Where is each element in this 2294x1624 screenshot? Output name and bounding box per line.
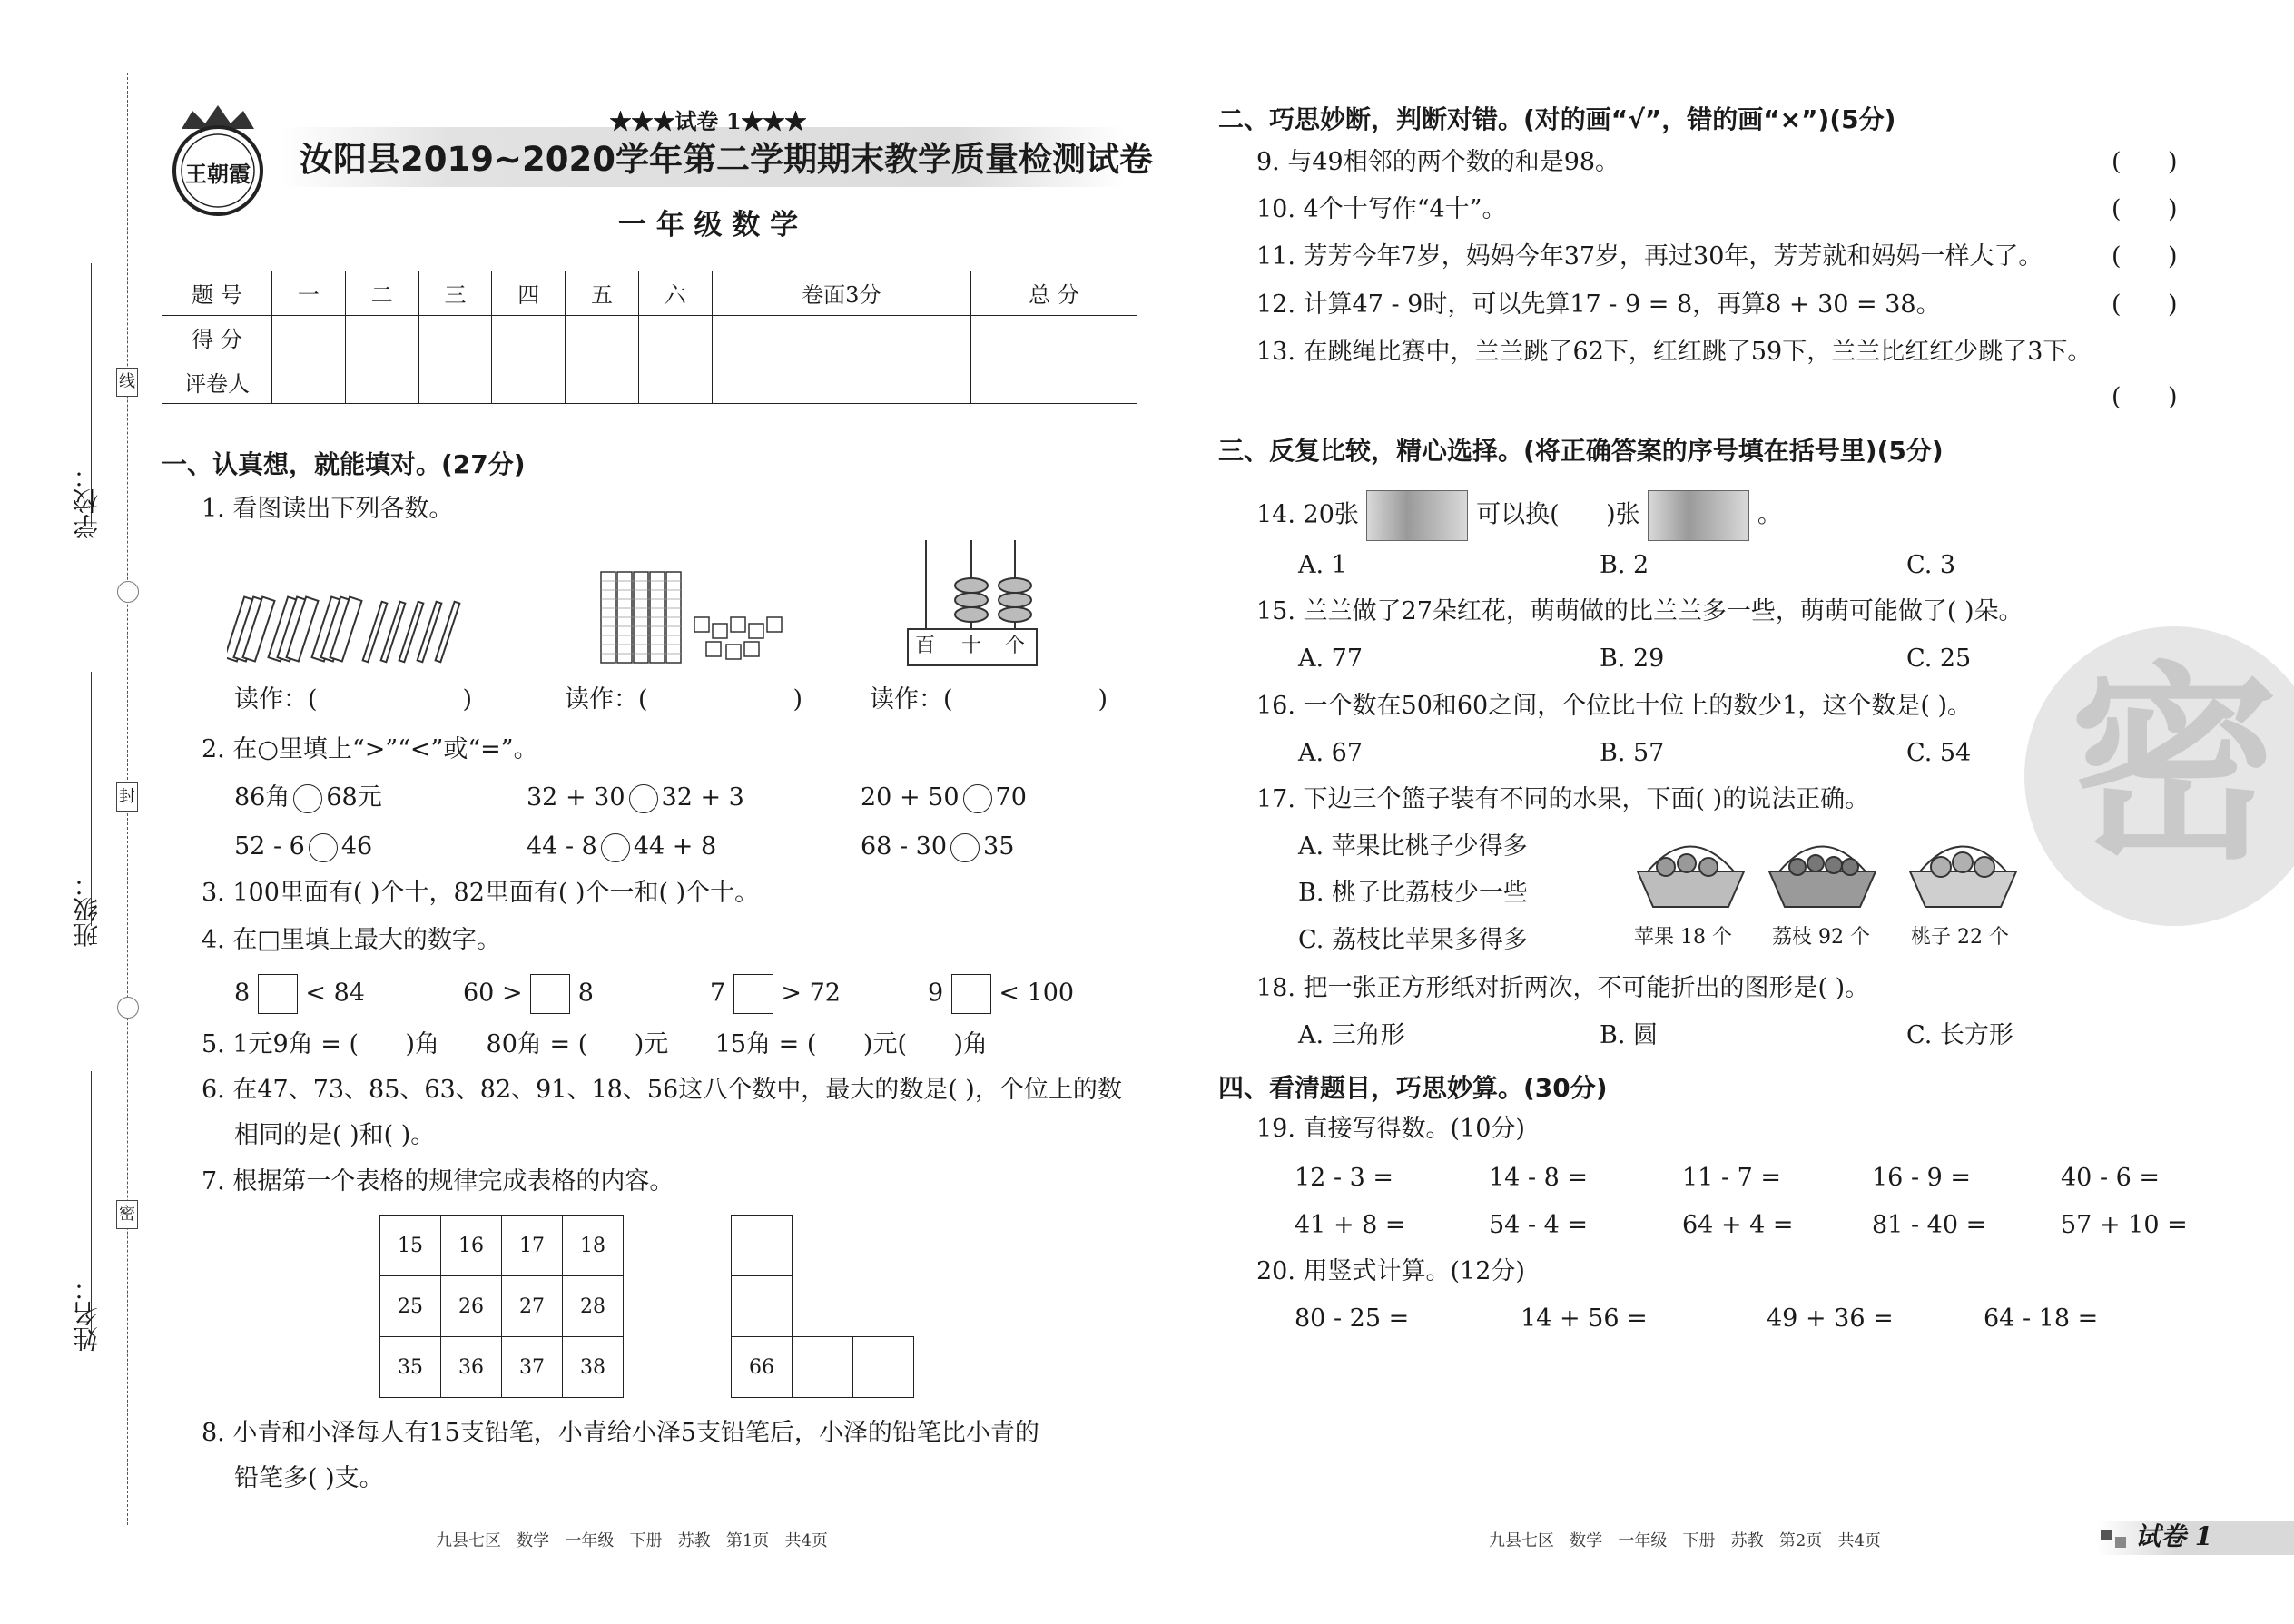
pattern-table-1 (379, 1215, 624, 1398)
abacus-figure (906, 540, 1042, 667)
q7-text: 7. 根据第一个表格的规律完成表格的内容。 (202, 1167, 674, 1196)
mental-calc: 11 - 7 = (1682, 1164, 1782, 1192)
binding-mark-seal: 封 (116, 782, 138, 812)
mental-calc: 57 + 10 = (2061, 1211, 2188, 1239)
judge-item-13: 13. 在跳绳比赛中，兰兰跳了62下，红红跳了59下，兰兰比红红少跳了3下。 (1256, 338, 2092, 366)
digit-box[interactable] (733, 974, 773, 1014)
answer-cell[interactable] (732, 1276, 793, 1337)
mental-calc: 54 - 4 = (1489, 1211, 1589, 1239)
vertical-calc: 49 + 36 = (1767, 1304, 1894, 1333)
footer-left: 九县七区 数学 一年级 下册 苏教 第1页 共4页 (436, 1531, 828, 1550)
digit-item: 9 < 100 (928, 974, 1074, 1014)
grader-cell[interactable] (492, 359, 566, 404)
answer-cell[interactable] (853, 1337, 914, 1398)
score-row-label: 得 分 (162, 315, 272, 359)
pattern-cell-given: 66 (732, 1337, 793, 1398)
read-close: ) (462, 685, 473, 714)
basket-apple-icon (1634, 831, 1748, 916)
option[interactable]: C. 荔枝比苹果多得多 (1298, 926, 1528, 954)
part2-heading: 二、巧思妙断，判断对错。(对的画“√”，错的画“×”)(5分) (1218, 104, 1896, 134)
binding-hole-1 (117, 581, 139, 603)
option[interactable]: C. 54 (1906, 739, 1972, 767)
grader-cell[interactable] (418, 359, 492, 404)
mental-calc: 14 - 8 = (1489, 1164, 1589, 1192)
option[interactable]: B. 桃子比荔枝少一些 (1298, 879, 1529, 907)
judge-bracket[interactable]: ( ) (2112, 383, 2178, 411)
compare-circle[interactable] (293, 784, 322, 813)
pattern-cell: 27 (502, 1276, 563, 1337)
pattern-cell: 28 (563, 1276, 624, 1337)
mental-calc: 81 - 40 = (1872, 1211, 1987, 1239)
judge-bracket[interactable]: ( ) (2112, 148, 2178, 176)
judge-item-9: 9. 与49相邻的两个数的和是98。 (1256, 148, 1620, 176)
option[interactable]: C. 长方形 (1906, 1021, 2013, 1049)
option[interactable]: B. 2 (1600, 551, 1649, 579)
option[interactable]: B. 57 (1600, 739, 1665, 767)
pattern-cell: 36 (441, 1337, 502, 1398)
digit-box[interactable] (258, 974, 298, 1014)
option[interactable]: A. 三角形 (1298, 1021, 1405, 1049)
compare-circle[interactable] (963, 784, 992, 813)
vertical-calc: 80 - 25 = (1295, 1304, 1410, 1333)
q4-text: 4. 在□里填上最大的数字。 (202, 926, 501, 954)
abacus-label-hundreds: 百 (915, 635, 936, 657)
binding-mark-secret: 密 (116, 1200, 138, 1229)
compare-item: 20 + 50 70 (861, 783, 1027, 812)
score-col: 二 (345, 271, 418, 316)
option[interactable]: B. 29 (1600, 645, 1665, 673)
base-ten-blocks-figure (599, 567, 817, 675)
option[interactable]: A. 77 (1298, 645, 1364, 673)
mental-calc: 12 - 3 = (1295, 1164, 1394, 1192)
read-answer-1[interactable] (234, 685, 472, 714)
pattern-cell: 25 (380, 1276, 441, 1337)
basket-label-peach: 桃子 22 个 (1911, 926, 2009, 949)
banknote-10-yuan-icon (1648, 490, 1749, 541)
compare-circle[interactable] (629, 784, 658, 813)
option[interactable]: B. 圆 (1600, 1021, 1659, 1049)
judge-bracket[interactable]: ( ) (2112, 195, 2178, 223)
basket-label-lychee: 荔枝 92 个 (1772, 926, 1870, 949)
option[interactable]: A. 67 (1298, 739, 1364, 767)
banknote-1-yuan-icon (1366, 490, 1468, 541)
pattern-cell: 17 (502, 1216, 563, 1276)
basket-peach-icon (1906, 831, 2020, 916)
confidential-watermark (2024, 626, 2294, 926)
pattern-cell: 26 (441, 1276, 502, 1337)
school-label: 学校： (72, 463, 102, 539)
q8-text-line2: 铅笔多( )支。 (234, 1464, 384, 1492)
footer-right: 九县七区 数学 一年级 下册 苏教 第2页 共4页 (1489, 1531, 1881, 1550)
grader-cell[interactable] (272, 359, 346, 404)
q14-text: 14. 20张 可以换( )张 。 (1256, 490, 1782, 541)
option[interactable]: C. 3 (1906, 551, 1956, 579)
answer-cell[interactable] (793, 1337, 853, 1398)
pattern-cell: 18 (563, 1216, 624, 1276)
q1-text: 1. 看图读出下列各数。 (202, 495, 454, 523)
score-col: 六 (638, 271, 712, 316)
score-col: 三 (418, 271, 492, 316)
read-label: 读作：( (234, 685, 318, 714)
basket-label-apple: 苹果 18 个 (1634, 926, 1732, 949)
pattern-cell: 16 (441, 1216, 502, 1276)
compare-item: 86角 68元 (234, 783, 382, 812)
judge-bracket[interactable]: ( ) (2112, 242, 2178, 271)
binding-hole-2 (117, 997, 139, 1019)
read-label: 读作：( (565, 685, 648, 714)
q19-text: 19. 直接写得数。(10分) (1256, 1115, 1525, 1143)
read-answer-3[interactable] (870, 685, 1108, 714)
option[interactable]: A. 苹果比桃子少得多 (1298, 832, 1528, 861)
score-col: 卷面3分 (712, 271, 970, 316)
q17-text: 17. 下边三个篮子装有不同的水果，下面( )的说法正确。 (1256, 785, 1870, 813)
exam-badge: ★★★试卷 1★★★ (609, 108, 807, 134)
pattern-cell: 15 (380, 1216, 441, 1276)
score-cell[interactable] (638, 315, 712, 359)
score-row-label: 评卷人 (162, 359, 272, 404)
score-cell[interactable] (418, 315, 492, 359)
q15-text: 15. 兰兰做了27朵红花，萌萌做的比兰兰多一些，萌萌可能做了( )朵。 (1256, 597, 2023, 625)
score-col: 五 (566, 271, 639, 316)
part3-heading: 三、反复比较，精心选择。(将正确答案的序号填在括号里)(5分) (1218, 436, 1944, 466)
footer-tag: 试卷 1 (2135, 1521, 2213, 1551)
part1-heading: 一、认真想，就能填对。(27分) (162, 449, 526, 479)
grader-cell[interactable] (566, 359, 639, 404)
judge-item-10: 10. 4个十写作“4十”。 (1256, 195, 1507, 223)
footer-square-icon (2101, 1530, 2112, 1540)
option[interactable]: C. 25 (1906, 645, 1972, 673)
compare-item: 32 + 30 32 + 3 (527, 783, 744, 812)
pattern-cell: 38 (563, 1337, 624, 1398)
exam-subtitle: 一 年 级 数 学 (617, 209, 799, 241)
compare-circle[interactable] (309, 833, 338, 862)
q8-text-line1: 8. 小青和小泽每人有15支铅笔，小青给小泽5支铅笔后，小泽的铅笔比小青的 (202, 1419, 1039, 1447)
mental-calc: 16 - 9 = (1872, 1164, 1972, 1192)
score-col: 总 分 (970, 271, 1137, 316)
judge-item-11: 11. 芳芳今年7岁，妈妈今年37岁，再过30年，芳芳就和妈妈一样大了。 (1256, 242, 2043, 271)
digit-item: 8 < 84 (234, 974, 365, 1014)
logo-text: 王朝霞 (185, 161, 251, 187)
read-answer-2[interactable] (565, 685, 802, 714)
score-cell[interactable] (566, 315, 639, 359)
compare-circle[interactable] (601, 833, 630, 862)
read-close: ) (1098, 685, 1108, 714)
name-label: 姓名： (72, 1275, 102, 1352)
answer-cell[interactable] (732, 1216, 793, 1276)
grader-cell[interactable] (638, 359, 712, 404)
score-cell[interactable] (492, 315, 566, 359)
score-col: 四 (492, 271, 566, 316)
exam-title: 汝阳县2019~2020学年第二学期期末教学质量检测试卷 (300, 140, 1153, 179)
footer-square-icon (2115, 1537, 2126, 1548)
digit-box[interactable] (951, 974, 991, 1014)
score-cell-neat[interactable] (712, 315, 970, 403)
read-label: 读作：( (870, 685, 953, 714)
digit-item: 60 > 8 (463, 974, 594, 1014)
score-cell[interactable] (345, 315, 418, 359)
mental-calc: 64 + 4 = (1682, 1211, 1794, 1239)
q2-text: 2. 在○里填上“>”“<”或“=”。 (202, 735, 538, 763)
pattern-cell: 35 (380, 1337, 441, 1398)
compare-item: 68 - 30 35 (861, 832, 1015, 861)
compare-circle[interactable] (950, 833, 980, 862)
q20-text: 20. 用竖式计算。(12分) (1256, 1257, 1525, 1285)
class-label: 班级： (72, 871, 102, 948)
abacus-label-ones: 个 (1005, 635, 1026, 657)
q6-text-line1: 6. 在47、73、85、63、82、91、18、56这八个数中，最大的数是( )，个位上的数 (202, 1076, 1122, 1104)
digit-item: 7 > 72 (710, 974, 841, 1014)
q5-text: 5. 1元9角 = ( )角 80角 = ( )元 15角 = ( )元( )角 (202, 1030, 989, 1058)
binding-mark-line: 线 (116, 368, 138, 397)
judge-item-12: 12. 计算47 - 9时，可以先算17 - 9 = 8，再算8 + 30 = 38。 (1256, 290, 1941, 319)
read-close: ) (793, 685, 803, 714)
mental-calc: 41 + 8 = (1295, 1211, 1406, 1239)
pattern-table-2 (731, 1215, 914, 1398)
basket-lychee-icon (1766, 831, 1879, 916)
compare-item: 44 - 8 44 + 8 (527, 832, 717, 861)
compare-item: 52 - 6 46 (234, 832, 373, 861)
vertical-calc: 14 + 56 = (1521, 1304, 1648, 1333)
score-cell-total[interactable] (970, 315, 1137, 403)
score-cell[interactable] (272, 315, 346, 359)
digit-box[interactable] (530, 974, 570, 1014)
option[interactable]: A. 1 (1298, 551, 1347, 579)
score-table (162, 271, 1137, 404)
q16-text: 16. 一个数在50和60之间，个位比十位上的数少1，这个数是( )。 (1256, 692, 1973, 720)
mental-calc: 40 - 6 = (2061, 1164, 2161, 1192)
q3-text: 3. 100里面有( )个十，82里面有( )个一和( )个十。 (202, 879, 760, 907)
stick-bundles-figure (227, 590, 463, 675)
vertical-calc: 64 - 18 = (1984, 1304, 2099, 1333)
watermark-char: 密 (2069, 645, 2279, 888)
abacus-label-tens: 十 (961, 635, 982, 657)
grader-cell[interactable] (345, 359, 418, 404)
q6-text-line2: 相同的是( )和( )。 (234, 1121, 436, 1149)
q18-text: 18. 把一张正方形纸对折两次，不可能折出的图形是( )。 (1256, 974, 1870, 1002)
pattern-cell: 37 (502, 1337, 563, 1398)
score-row-label: 题 号 (162, 271, 272, 316)
score-col: 一 (272, 271, 346, 316)
part4-heading: 四、看清题目，巧思妙算。(30分) (1218, 1073, 1608, 1103)
judge-bracket[interactable]: ( ) (2112, 290, 2178, 319)
